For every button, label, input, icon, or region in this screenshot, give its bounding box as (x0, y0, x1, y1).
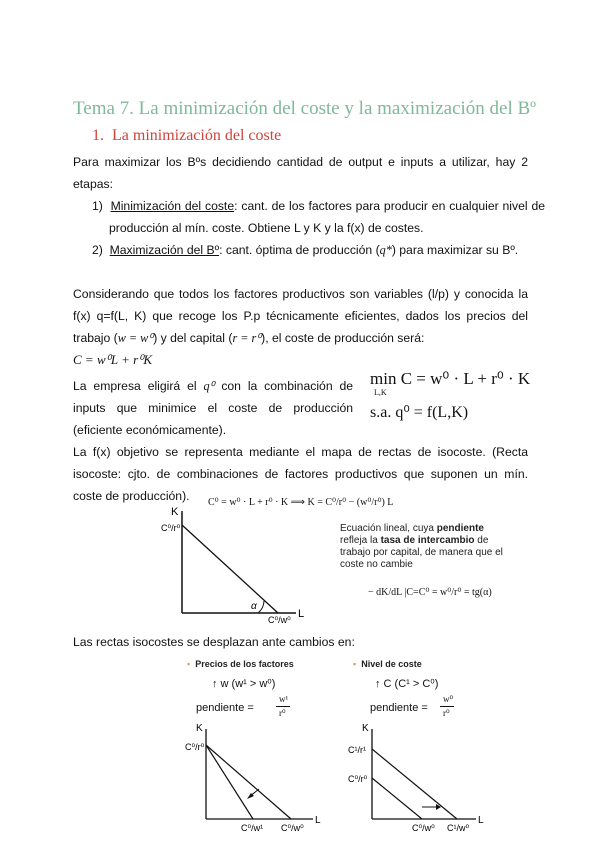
intro-paragraph: Para maximizar los Bºs decidiendo cantidad de output e inputs a utilizar, hay 2 etapas: (73, 155, 528, 191)
k-axis-label: K (171, 506, 179, 518)
isocost-graph (160, 505, 320, 635)
note-b: refleja la (340, 535, 378, 546)
right-x-intercept-new: C¹/w⁰ (447, 823, 470, 833)
l-axis-label: L (298, 608, 305, 620)
page-title: Tema 7. La minimización del coste y la maximización del Bº (73, 98, 537, 119)
left-isocost-initial (206, 745, 291, 819)
x-intercept-label: C⁰/w⁰ (268, 615, 291, 625)
step-2-head: Maximización del Bº (109, 243, 220, 257)
para2-c: ), el coste de producción será: (261, 331, 425, 345)
left-x-intercept-initial: C⁰/w⁰ (281, 823, 304, 833)
left-fraction-bar (276, 706, 290, 707)
step-1-head: Minimización del coste (110, 199, 235, 213)
left-x-intercept-new: C⁰/w¹ (241, 823, 264, 833)
left-y-intercept: C⁰/r⁰ (185, 742, 205, 752)
right-fraction-bar (440, 706, 454, 707)
para3-a: La empresa eligirá el (73, 379, 197, 393)
paragraph-2 (73, 283, 528, 349)
section-number: 1. (92, 127, 104, 144)
right-k-label: K (362, 723, 369, 734)
step-2-number: 2) (92, 243, 103, 257)
slope-equation: − dK/dL |C=C⁰ = w⁰/r⁰ = tg(α) (368, 587, 492, 598)
paragraph-4: La f(x) objetivo se representa mediante el mapa de rectas de isocoste. (Recta isocoste: cjto. de combinaciones de factores productivos que suponen un mín. coste de producción). (73, 445, 528, 503)
cost-equation: C = w⁰L + r⁰K (73, 352, 153, 367)
para2-a: Considerando que todos los factores productivos son variables (l/p) y conocida la f(x) q=f(L, K) que recoge los P.p técnicamente eficientes, dados los precios del trabajo ( (73, 287, 528, 345)
right-y-intercept-initial: C⁰/r⁰ (348, 774, 368, 784)
step-2 (92, 239, 528, 261)
right-x-intercept-initial: C⁰/w⁰ (412, 823, 435, 833)
isocost-line (182, 525, 278, 613)
factor-prices-title: Precios de los factores (195, 659, 294, 669)
cost-level-heading (353, 659, 422, 669)
factor-prices-heading (187, 659, 294, 669)
left-l-label: L (315, 815, 321, 826)
right-l-label: L (478, 815, 484, 826)
isocost-equation: C⁰ = w⁰ · L + r⁰ · K ⟹ K = C⁰/r⁰ − (w⁰/r⁰) L (208, 497, 394, 508)
note-a: Ecuación lineal, cuya (340, 523, 434, 534)
step-1-number: 1) (92, 199, 103, 213)
right-slope-den: r⁰ (443, 708, 450, 718)
alpha-label: α (251, 601, 257, 612)
note-c: de trabajo por capital, de manera que el coste no cambie (340, 535, 503, 570)
note-bold-tasa: tasa de intercambio (380, 535, 475, 546)
min-constraint: s.a. q⁰ = f(L,K) (370, 404, 469, 421)
rent-equal: r = r⁰ (232, 331, 262, 345)
bullet-left: ▪ (187, 659, 191, 669)
right-change: ↑ C (C¹ > C⁰) (375, 678, 439, 690)
q-star: q* (379, 243, 392, 257)
min-subscript: L,K (374, 388, 387, 397)
q-zero: q⁰ (203, 379, 215, 393)
factor-prices-graph (165, 723, 340, 833)
left-slope-num: w¹ (279, 694, 289, 704)
left-change: ↑ w (w¹ > w⁰) (212, 678, 276, 690)
alpha-arc (258, 601, 264, 613)
right-y-intercept-new: C¹/r¹ (348, 745, 366, 755)
left-k-label: K (196, 723, 203, 734)
step-2-text-a: : cant. óptima de producción ( (219, 243, 380, 257)
note-bold-pendiente: pendiente (436, 523, 484, 534)
step-1-text: : cant. de los factores para producir en cualquier nivel de producción al mín. coste. Obtiene L y K y la f(x) de costes. (109, 199, 546, 235)
left-isocost-new (206, 745, 253, 819)
left-slope-den: r⁰ (279, 708, 286, 718)
min-objective: min C = w⁰ · L + r⁰ · K (370, 369, 531, 388)
paragraph-5: Las rectas isocostes se desplazan ante cambios en: (73, 635, 355, 649)
paragraph-3 (73, 375, 353, 441)
section-name: La minimización del coste (112, 127, 282, 144)
step-2-text-b: ) para maximizar su Bº. (391, 243, 519, 257)
left-slope-label: pendiente = (196, 702, 254, 714)
y-intercept-label: C⁰/r⁰ (161, 523, 181, 533)
isocost-note (340, 523, 510, 571)
right-slope-label: pendiente = (370, 702, 428, 714)
right-isocost-new (372, 749, 457, 819)
right-slope-num: w⁰ (443, 694, 454, 704)
para3-b: con la combinación de inputs que minimice el coste de producción (eficiente económicamente). (73, 379, 354, 437)
section-title (92, 127, 281, 145)
bullet-right: ▪ (353, 659, 357, 669)
cost-level-title: Nivel de coste (361, 659, 422, 669)
wage-equal: w = w⁰ (117, 331, 154, 345)
cost-level-graph (340, 723, 500, 833)
para2-b: ) y del capital ( (153, 331, 233, 345)
step-1 (92, 195, 545, 239)
